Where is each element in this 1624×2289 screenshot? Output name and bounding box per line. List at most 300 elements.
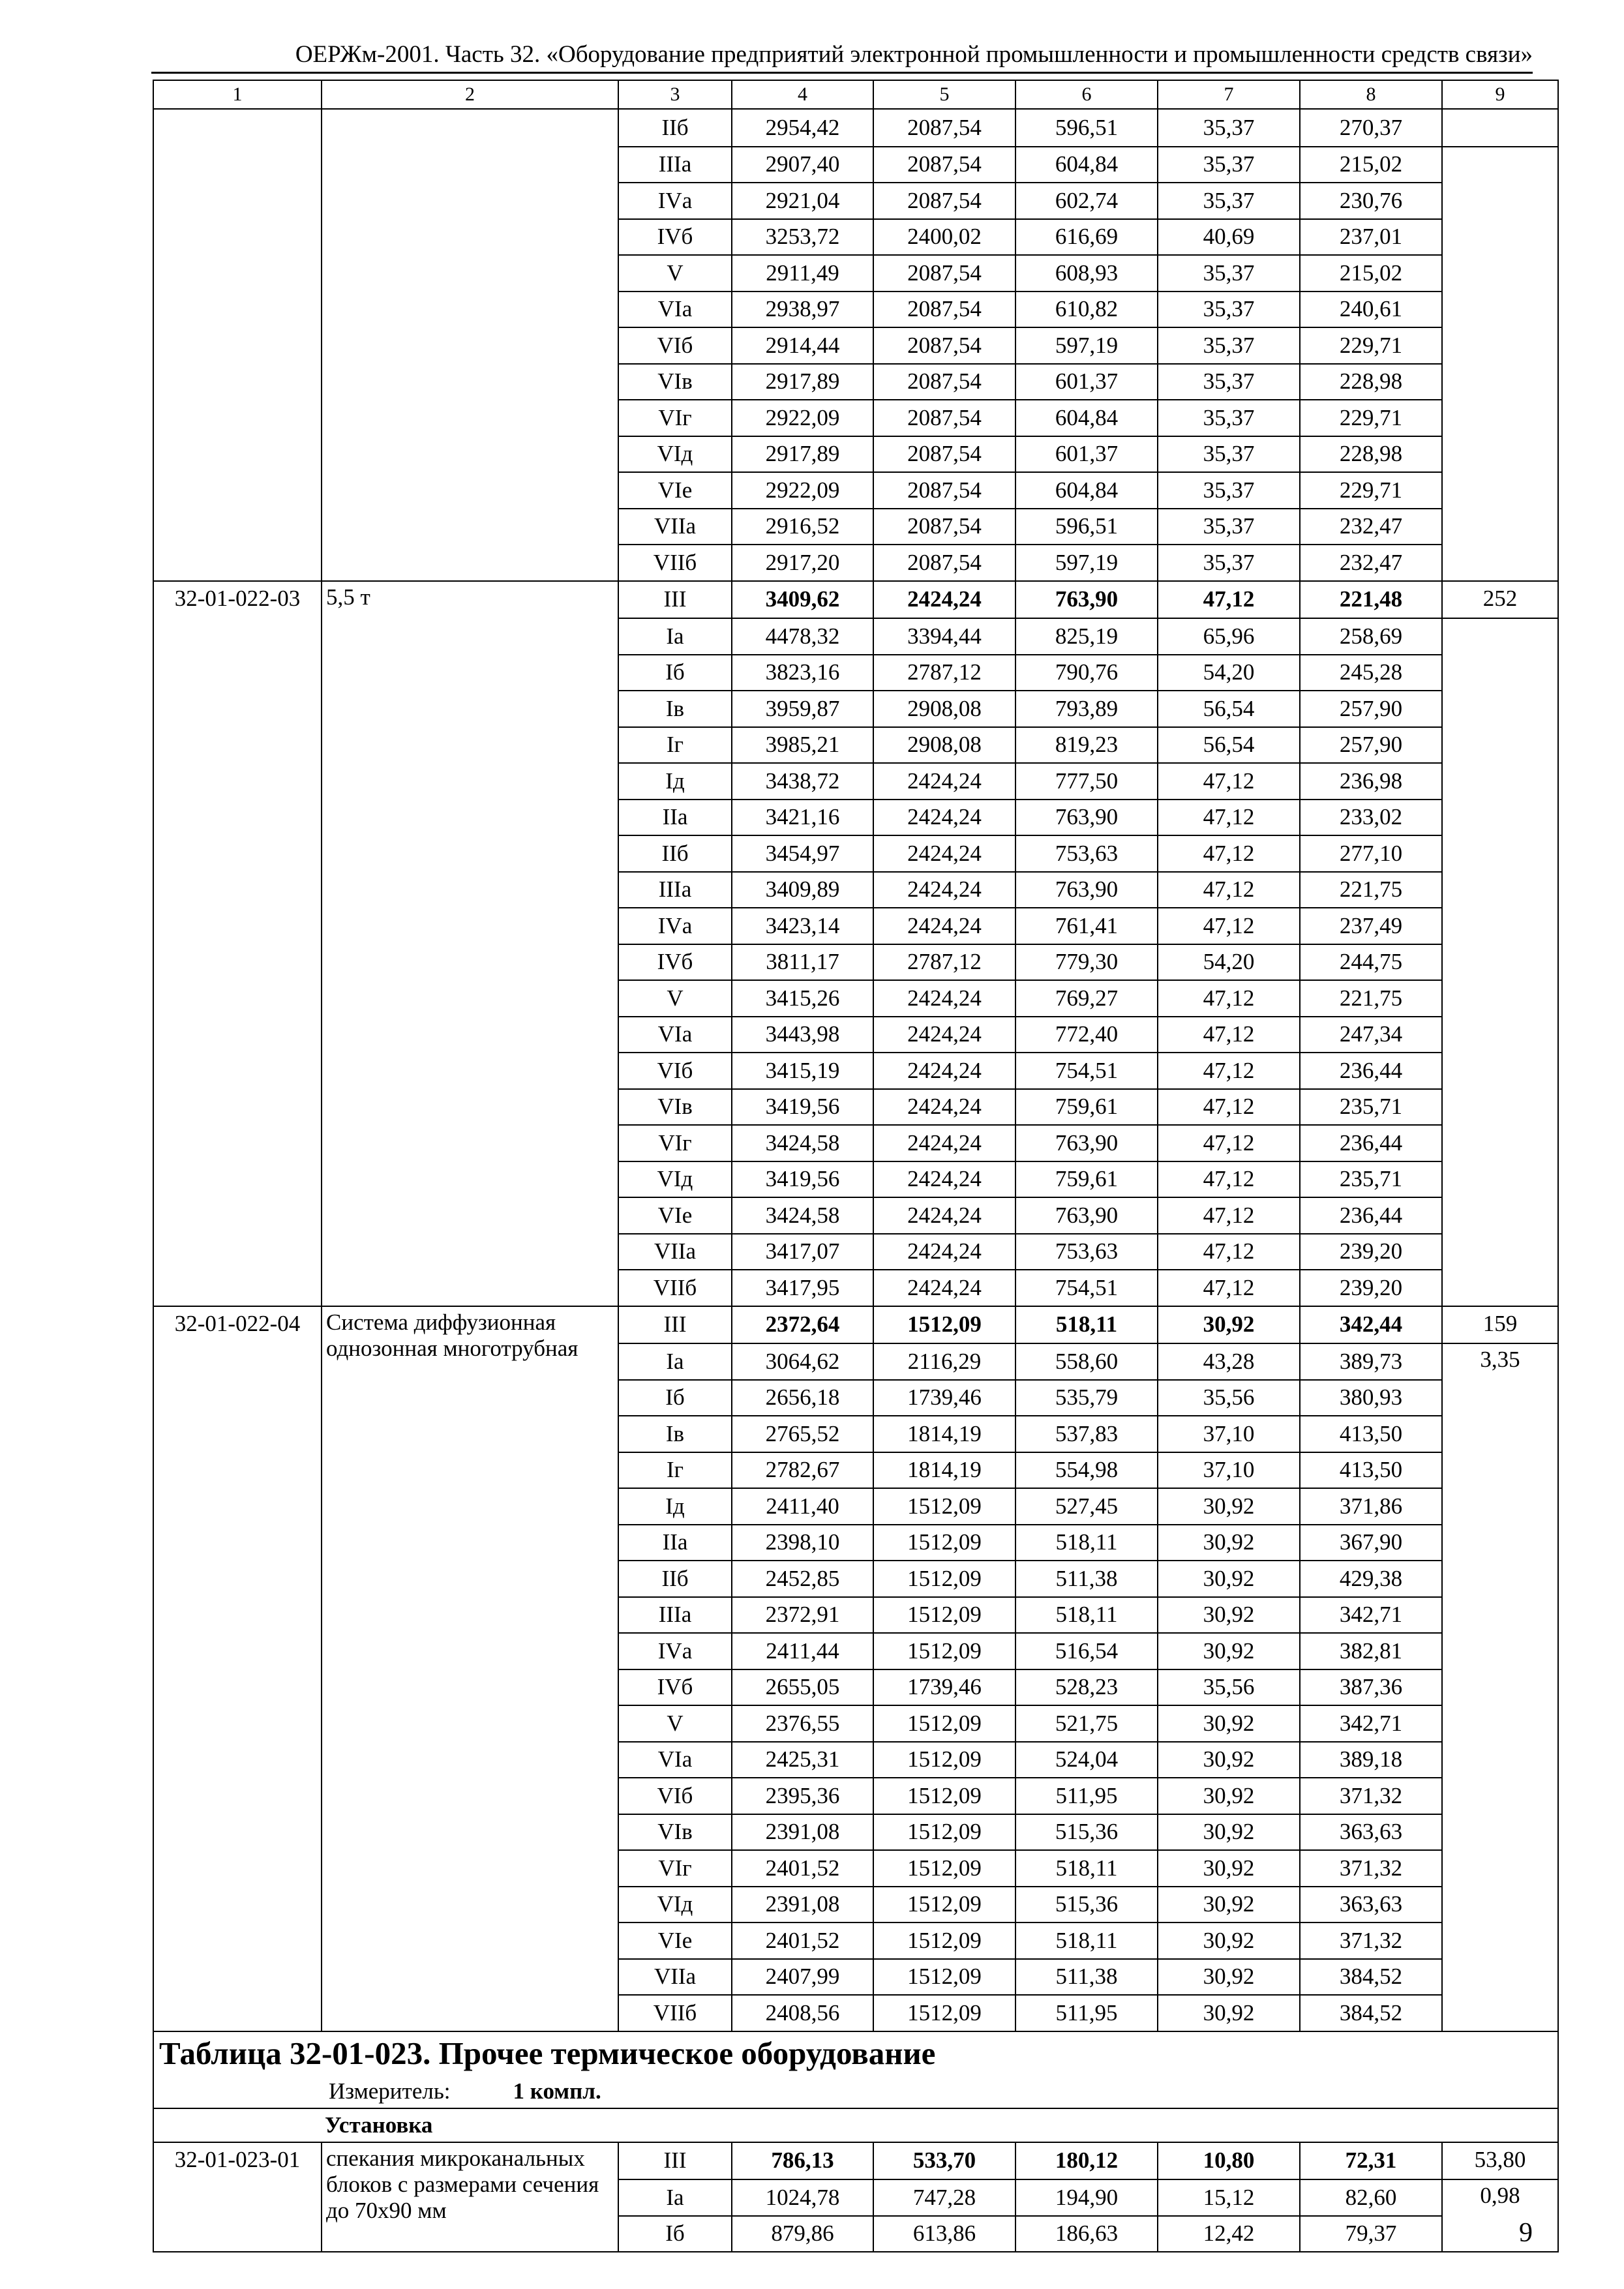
extra-cell: 159 [1442, 1306, 1558, 1344]
zone-cell: VIе [618, 1922, 732, 1959]
table-title-row [153, 2031, 1558, 2075]
value-cell: 597,19 [1015, 545, 1158, 581]
zone-cell: VIIб [618, 1995, 732, 2031]
rate-name: Система диффузионная однозонная многотрубная [322, 1306, 618, 2031]
value-cell: 232,47 [1300, 545, 1442, 581]
value-cell: 247,34 [1300, 1017, 1442, 1053]
value-cell: 277,10 [1300, 835, 1442, 872]
extra-cell [1442, 109, 1558, 147]
zone-cell: VIг [618, 1125, 732, 1161]
value-cell: 1024,78 [732, 2179, 873, 2216]
value-cell: 2391,08 [732, 1814, 873, 1851]
value-cell: 47,12 [1158, 1161, 1300, 1198]
value-cell: 72,31 [1300, 2142, 1442, 2180]
value-cell: 35,37 [1158, 109, 1300, 147]
value-cell: 535,79 [1015, 1380, 1158, 1416]
zone-cell: Iа [618, 2179, 732, 2216]
zone-cell: IVб [618, 944, 732, 981]
value-cell: 257,90 [1300, 727, 1442, 764]
value-cell: 518,11 [1015, 1850, 1158, 1887]
value-cell: 194,90 [1015, 2179, 1158, 2216]
zone-cell: VIд [618, 1161, 732, 1198]
zone-cell: IVб [618, 1669, 732, 1706]
value-cell: 56,54 [1158, 727, 1300, 764]
value-cell: 2087,54 [873, 183, 1015, 219]
column-number: 5 [873, 80, 1015, 109]
value-cell: 1512,09 [873, 1778, 1015, 1814]
zone-cell: VIIа [618, 1234, 732, 1270]
zone-cell: IIб [618, 1561, 732, 1597]
value-cell: 2921,04 [732, 183, 873, 219]
value-cell: 2087,54 [873, 255, 1015, 292]
zone-cell: III [618, 2142, 732, 2180]
zone-cell: Iб [618, 2216, 732, 2252]
value-cell: 30,92 [1158, 1922, 1300, 1959]
value-cell: 2787,12 [873, 944, 1015, 981]
value-cell: 537,83 [1015, 1416, 1158, 1452]
value-cell: 47,12 [1158, 835, 1300, 872]
value-cell: 3415,26 [732, 980, 873, 1017]
value-cell: 2424,24 [873, 1089, 1015, 1126]
value-cell: 229,71 [1300, 400, 1442, 436]
value-cell: 3438,72 [732, 763, 873, 800]
table-row [153, 109, 1558, 147]
zone-cell: III [618, 581, 732, 619]
value-cell: 602,74 [1015, 183, 1158, 219]
value-cell: 413,50 [1300, 1452, 1442, 1489]
value-cell: 2424,24 [873, 1017, 1015, 1053]
value-cell: 786,13 [732, 2142, 873, 2180]
zone-cell: IIб [618, 835, 732, 872]
value-cell: 554,98 [1015, 1452, 1158, 1489]
zone-cell: III [618, 1306, 732, 1344]
value-cell: 2087,54 [873, 436, 1015, 473]
value-cell: 235,71 [1300, 1161, 1442, 1198]
zone-cell: IVа [618, 183, 732, 219]
zone-cell: VIг [618, 1850, 732, 1887]
value-cell: 2087,54 [873, 509, 1015, 545]
column-number: 1 [153, 80, 322, 109]
meter-label: Измеритель: [329, 2078, 451, 2104]
zone-cell: Iг [618, 1452, 732, 1489]
value-cell: 2400,02 [873, 219, 1015, 256]
value-cell: 371,32 [1300, 1778, 1442, 1814]
value-cell: 30,92 [1158, 1995, 1300, 2031]
value-cell: 2922,09 [732, 400, 873, 436]
value-cell: 180,12 [1015, 2142, 1158, 2180]
value-cell: 527,45 [1015, 1488, 1158, 1525]
value-cell: 2424,24 [873, 1161, 1015, 1198]
value-cell: 40,69 [1158, 219, 1300, 256]
value-cell: 2087,54 [873, 292, 1015, 328]
page-header [151, 38, 1533, 74]
value-cell: 35,37 [1158, 255, 1300, 292]
value-cell: 2087,54 [873, 472, 1015, 509]
value-cell: 2372,91 [732, 1597, 873, 1634]
value-cell: 793,89 [1015, 691, 1158, 727]
value-cell: 777,50 [1015, 763, 1158, 800]
page-number: 9 [1519, 2218, 1533, 2248]
extra-cell [1442, 147, 1558, 581]
value-cell: 47,12 [1158, 1270, 1300, 1306]
value-cell: 2401,52 [732, 1850, 873, 1887]
value-cell: 2917,20 [732, 545, 873, 581]
zone-cell: Iд [618, 1488, 732, 1525]
value-cell: 1512,09 [873, 1561, 1015, 1597]
value-cell: 30,92 [1158, 1525, 1300, 1561]
value-cell: 558,60 [1015, 1343, 1158, 1380]
value-cell: 47,12 [1158, 581, 1300, 619]
value-cell: 511,38 [1015, 1561, 1158, 1597]
value-cell: 3443,98 [732, 1017, 873, 1053]
value-cell: 30,92 [1158, 1742, 1300, 1778]
value-cell: 515,36 [1015, 1814, 1158, 1851]
zone-cell: Iв [618, 1416, 732, 1452]
value-cell: 2922,09 [732, 472, 873, 509]
header-title: ОЕРЖм-2001. Часть 32. «Оборудование предприятий электронной промышленности и промышленности средств связи» [295, 41, 1533, 68]
table-title: Таблица 32-01-023. Прочее термическое оборудование [153, 2031, 1558, 2075]
value-cell: 2116,29 [873, 1343, 1015, 1380]
value-cell: 215,02 [1300, 255, 1442, 292]
value-cell: 2656,18 [732, 1380, 873, 1416]
zone-cell: VIа [618, 1017, 732, 1053]
value-cell: 47,12 [1158, 1053, 1300, 1089]
value-cell: 761,41 [1015, 908, 1158, 944]
value-cell: 610,82 [1015, 292, 1158, 328]
value-cell: 35,37 [1158, 147, 1300, 183]
value-cell: 237,49 [1300, 908, 1442, 944]
value-cell: 879,86 [732, 2216, 873, 2252]
value-cell: 2908,08 [873, 727, 1015, 764]
value-cell: 2424,24 [873, 1234, 1015, 1270]
value-cell: 245,28 [1300, 655, 1442, 691]
value-cell: 47,12 [1158, 1017, 1300, 1053]
value-cell: 2916,52 [732, 509, 873, 545]
value-cell: 511,95 [1015, 1995, 1158, 2031]
value-cell: 47,12 [1158, 1125, 1300, 1161]
value-cell: 35,37 [1158, 400, 1300, 436]
value-cell: 2398,10 [732, 1525, 873, 1561]
value-cell: 2655,05 [732, 1669, 873, 1706]
value-cell: 2411,44 [732, 1633, 873, 1669]
zone-cell: IIIа [618, 872, 732, 908]
zone-cell: VIд [618, 436, 732, 473]
zone-cell: IVа [618, 908, 732, 944]
value-cell: 2914,44 [732, 327, 873, 364]
value-cell: 2424,24 [873, 1053, 1015, 1089]
zone-cell: VIIб [618, 545, 732, 581]
zone-cell: IVа [618, 1633, 732, 1669]
value-cell: 47,12 [1158, 1197, 1300, 1234]
value-cell: 3409,89 [732, 872, 873, 908]
value-cell: 2087,54 [873, 147, 1015, 183]
value-cell: 3424,58 [732, 1197, 873, 1234]
zone-cell: VIе [618, 472, 732, 509]
value-cell: 1512,09 [873, 1887, 1015, 1923]
value-cell: 35,37 [1158, 472, 1300, 509]
value-cell: 54,20 [1158, 655, 1300, 691]
value-cell: 35,37 [1158, 545, 1300, 581]
value-cell: 601,37 [1015, 436, 1158, 473]
value-cell: 244,75 [1300, 944, 1442, 981]
value-cell: 35,37 [1158, 436, 1300, 473]
table-row [153, 2142, 1558, 2180]
value-cell: 230,76 [1300, 183, 1442, 219]
value-cell: 382,81 [1300, 1633, 1442, 1669]
value-cell: 15,12 [1158, 2179, 1300, 2216]
zone-cell: IIIа [618, 1597, 732, 1634]
value-cell: 37,10 [1158, 1452, 1300, 1489]
value-cell: 82,60 [1300, 2179, 1442, 2216]
extra-cell [1442, 618, 1558, 1306]
value-cell: 30,92 [1158, 1850, 1300, 1887]
value-cell: 1739,46 [873, 1669, 1015, 1706]
value-cell: 384,52 [1300, 1959, 1442, 1996]
zone-cell: Iа [618, 618, 732, 655]
value-cell: 2917,89 [732, 364, 873, 400]
value-cell: 604,84 [1015, 472, 1158, 509]
value-cell: 1512,09 [873, 1633, 1015, 1669]
value-cell: 1512,09 [873, 1525, 1015, 1561]
value-cell: 1512,09 [873, 1705, 1015, 1742]
value-cell: 35,37 [1158, 327, 1300, 364]
zone-cell: VIа [618, 292, 732, 328]
rate-name: 5,5 т [322, 581, 618, 1306]
value-cell: 232,47 [1300, 509, 1442, 545]
value-cell: 2424,24 [873, 872, 1015, 908]
value-cell: 2917,89 [732, 436, 873, 473]
value-cell: 518,11 [1015, 1525, 1158, 1561]
value-cell: 819,23 [1015, 727, 1158, 764]
value-cell: 2407,99 [732, 1959, 873, 1996]
zone-cell: V [618, 255, 732, 292]
value-cell: 3419,56 [732, 1161, 873, 1198]
value-cell: 2395,36 [732, 1778, 873, 1814]
value-cell: 747,28 [873, 2179, 1015, 2216]
value-cell: 533,70 [873, 2142, 1015, 2180]
value-cell: 79,37 [1300, 2216, 1442, 2252]
value-cell: 754,51 [1015, 1053, 1158, 1089]
value-cell: 2087,54 [873, 364, 1015, 400]
value-cell: 2087,54 [873, 327, 1015, 364]
value-cell: 2424,24 [873, 835, 1015, 872]
value-cell: 371,86 [1300, 1488, 1442, 1525]
value-cell: 515,36 [1015, 1887, 1158, 1923]
value-cell: 37,10 [1158, 1416, 1300, 1452]
value-cell: 2372,64 [732, 1306, 873, 1344]
value-cell: 2782,67 [732, 1452, 873, 1489]
value-cell: 367,90 [1300, 1525, 1442, 1561]
value-cell: 43,28 [1158, 1343, 1300, 1380]
value-cell: 236,98 [1300, 763, 1442, 800]
value-cell: 604,84 [1015, 147, 1158, 183]
column-number: 7 [1158, 80, 1300, 109]
value-cell: 221,75 [1300, 980, 1442, 1017]
value-cell: 2424,24 [873, 980, 1015, 1017]
value-cell: 3421,16 [732, 800, 873, 836]
zone-cell: V [618, 1705, 732, 1742]
value-cell: 30,92 [1158, 1887, 1300, 1923]
column-numbers-row [153, 80, 1558, 109]
value-cell: 2424,24 [873, 763, 1015, 800]
value-cell: 1512,09 [873, 1814, 1015, 1851]
value-cell: 3409,62 [732, 581, 873, 619]
zone-cell: VIд [618, 1887, 732, 1923]
value-cell: 2938,97 [732, 292, 873, 328]
value-cell: 229,71 [1300, 327, 1442, 364]
value-cell: 1512,09 [873, 1597, 1015, 1634]
meter-value: 1 компл. [513, 2078, 601, 2104]
value-cell: 389,73 [1300, 1343, 1442, 1380]
value-cell: 221,48 [1300, 581, 1442, 619]
rate-code [153, 109, 322, 581]
zone-cell: VIа [618, 1742, 732, 1778]
value-cell: 1512,09 [873, 1488, 1015, 1525]
value-cell: 3811,17 [732, 944, 873, 981]
value-cell: 601,37 [1015, 364, 1158, 400]
value-cell: 258,69 [1300, 618, 1442, 655]
rate-code: 32-01-022-03 [153, 581, 322, 1306]
value-cell: 2401,52 [732, 1922, 873, 1959]
value-cell: 47,12 [1158, 763, 1300, 800]
table-body [153, 80, 1558, 2252]
section-title: Установка [153, 2108, 1558, 2142]
value-cell: 30,92 [1158, 1778, 1300, 1814]
value-cell: 2391,08 [732, 1887, 873, 1923]
value-cell: 2765,52 [732, 1416, 873, 1452]
value-cell: 257,90 [1300, 691, 1442, 727]
value-cell: 30,92 [1158, 1561, 1300, 1597]
value-cell: 4478,32 [732, 618, 873, 655]
zone-cell: Iв [618, 691, 732, 727]
value-cell: 2087,54 [873, 545, 1015, 581]
value-cell: 2424,24 [873, 1125, 1015, 1161]
zone-cell: IIб [618, 109, 732, 147]
value-cell: 363,63 [1300, 1814, 1442, 1851]
zone-cell: VIв [618, 364, 732, 400]
value-cell: 616,69 [1015, 219, 1158, 256]
zone-cell: V [618, 980, 732, 1017]
value-cell: 186,63 [1015, 2216, 1158, 2252]
value-cell: 221,75 [1300, 872, 1442, 908]
value-cell: 3415,19 [732, 1053, 873, 1089]
value-cell: 371,32 [1300, 1922, 1442, 1959]
value-cell: 596,51 [1015, 509, 1158, 545]
value-cell: 30,92 [1158, 1306, 1300, 1344]
value-cell: 236,44 [1300, 1125, 1442, 1161]
value-cell: 233,02 [1300, 800, 1442, 836]
value-cell: 518,11 [1015, 1922, 1158, 1959]
value-cell: 3417,07 [732, 1234, 873, 1270]
value-cell: 759,61 [1015, 1089, 1158, 1126]
resource-table [153, 80, 1559, 2252]
zone-cell: IIа [618, 800, 732, 836]
value-cell: 239,20 [1300, 1270, 1442, 1306]
zone-cell: VIб [618, 327, 732, 364]
value-cell: 779,30 [1015, 944, 1158, 981]
value-cell: 228,98 [1300, 436, 1442, 473]
extra-cell: 53,80 [1442, 2142, 1558, 2180]
rate-name [322, 109, 618, 581]
value-cell: 1739,46 [873, 1380, 1015, 1416]
value-cell: 30,92 [1158, 1488, 1300, 1525]
value-cell: 1814,19 [873, 1452, 1015, 1489]
zone-cell: IIIа [618, 147, 732, 183]
value-cell: 35,56 [1158, 1380, 1300, 1416]
value-cell: 384,52 [1300, 1995, 1442, 2031]
value-cell: 387,36 [1300, 1669, 1442, 1706]
value-cell: 2424,24 [873, 908, 1015, 944]
value-cell: 30,92 [1158, 1633, 1300, 1669]
table-row [153, 581, 1558, 619]
value-cell: 237,01 [1300, 219, 1442, 256]
value-cell: 342,44 [1300, 1306, 1442, 1344]
value-cell: 3394,44 [873, 618, 1015, 655]
value-cell: 1512,09 [873, 1959, 1015, 1996]
value-cell: 30,92 [1158, 1705, 1300, 1742]
value-cell: 1512,09 [873, 1850, 1015, 1887]
value-cell: 763,90 [1015, 581, 1158, 619]
value-cell: 380,93 [1300, 1380, 1442, 1416]
value-cell: 10,80 [1158, 2142, 1300, 2180]
value-cell: 342,71 [1300, 1705, 1442, 1742]
value-cell: 2408,56 [732, 1995, 873, 2031]
extra-cell: 3,35 [1442, 1343, 1558, 2031]
column-number: 3 [618, 80, 732, 109]
value-cell: 608,93 [1015, 255, 1158, 292]
value-cell: 2424,24 [873, 581, 1015, 619]
value-cell: 3419,56 [732, 1089, 873, 1126]
value-cell: 1512,09 [873, 1995, 1015, 2031]
value-cell: 3424,58 [732, 1125, 873, 1161]
meter-cell [153, 2075, 1558, 2108]
zone-cell: VIIа [618, 509, 732, 545]
zone-cell: VIIа [618, 1959, 732, 1996]
value-cell: 511,95 [1015, 1778, 1158, 1814]
value-cell: 1814,19 [873, 1416, 1015, 1452]
zone-cell: VIв [618, 1814, 732, 1851]
value-cell: 2911,49 [732, 255, 873, 292]
value-cell: 35,37 [1158, 183, 1300, 219]
value-cell: 3823,16 [732, 655, 873, 691]
zone-cell: VIе [618, 1197, 732, 1234]
value-cell: 47,12 [1158, 980, 1300, 1017]
value-cell: 228,98 [1300, 364, 1442, 400]
value-cell: 2908,08 [873, 691, 1015, 727]
value-cell: 3985,21 [732, 727, 873, 764]
value-cell: 30,92 [1158, 1959, 1300, 1996]
column-number: 6 [1015, 80, 1158, 109]
value-cell: 2376,55 [732, 1705, 873, 1742]
value-cell: 753,63 [1015, 835, 1158, 872]
zone-cell: VIв [618, 1089, 732, 1126]
value-cell: 511,38 [1015, 1959, 1158, 1996]
zone-cell: Iа [618, 1343, 732, 1380]
value-cell: 521,75 [1015, 1705, 1158, 1742]
rate-code: 32-01-023-01 [153, 2142, 322, 2252]
value-cell: 2425,31 [732, 1742, 873, 1778]
column-number: 2 [322, 80, 618, 109]
value-cell: 516,54 [1015, 1633, 1158, 1669]
value-cell: 47,12 [1158, 908, 1300, 944]
value-cell: 389,18 [1300, 1742, 1442, 1778]
value-cell: 363,63 [1300, 1887, 1442, 1923]
rate-code: 32-01-022-04 [153, 1306, 322, 2031]
zone-cell: VIIб [618, 1270, 732, 1306]
value-cell: 2087,54 [873, 400, 1015, 436]
value-cell: 54,20 [1158, 944, 1300, 981]
value-cell: 2087,54 [873, 109, 1015, 147]
